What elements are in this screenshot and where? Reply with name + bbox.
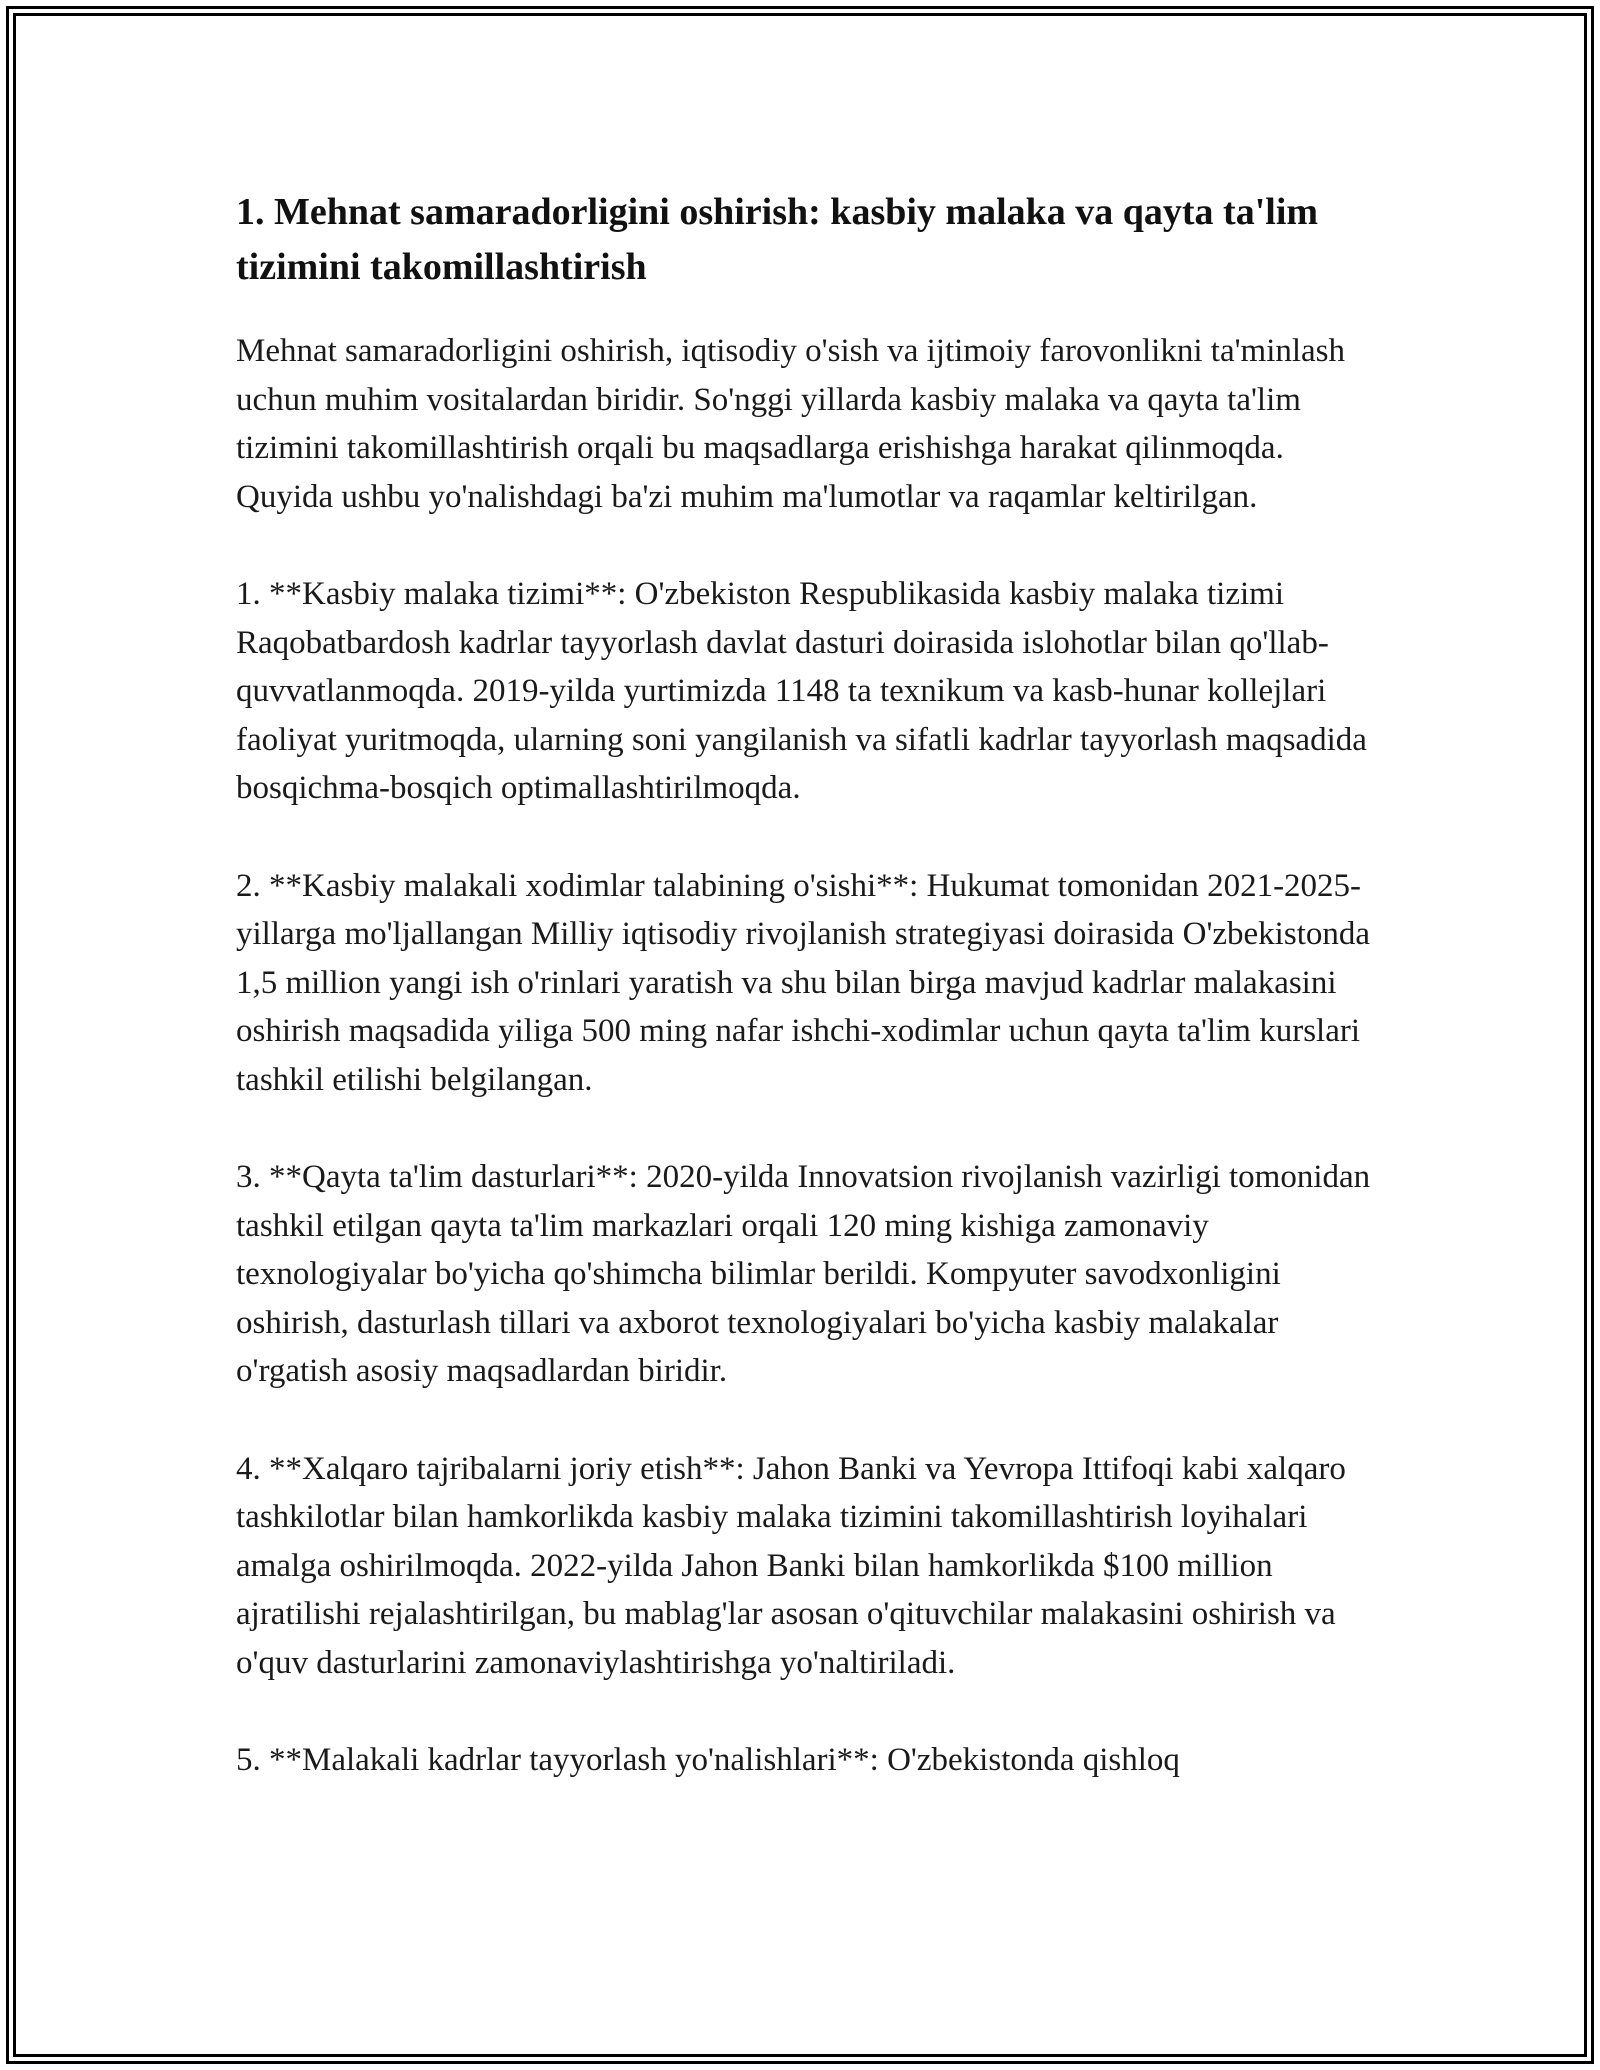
item-paragraph-5: 5. **Malakali kadrlar tayyorlash yo'nalishlari**: O'zbekistonda qishloq (236, 1742, 1180, 1778)
item-paragraph-3: 3. **Qayta ta'lim dasturlari**: 2020-yilda Innovatsion rivojlanish vazirligi tomonidan tashkil etilgan qayta ta'lim markazlari orqali 120 ming kishiga zamonaviy texnologiyalar bo'yicha qo'shimcha bilimlar berildi. Kompyuter savodxonligini oshirish, dasturlash tillari va axborot texnologiyalari bo'yicha kasbiy malakalar o'rgatish asosiy maqsadlardan biridir. (236, 1159, 1371, 1389)
intro-paragraph: Mehnat samaradorligini oshirish, iqtisodiy o'sish va ijtimoiy farovonlikni ta'minlash uchun muhim vositalardan biridir. So'nggi yillarda kasbiy malaka va qayta ta'lim tizimini takomillashtirish orqali bu maqsadlarga erishishga harakat qilinmoqda. Quyida ushbu yo'nalishdagi ba'zi muhim ma'lumotlar va raqamlar keltirilgan. (236, 333, 1346, 515)
item-paragraph-2: 2. **Kasbiy malakali xodimlar talabining o'sishi**: Hukumat tomonidan 2021-2025-yillarga mo'ljallangan Milliy iqtisodiy rivojlanish strategiyasi doirasida O'zbekistonda 1,5 million yangi ish o'rinlari yaratish va shu bilan birga mavjud kadrlar malakasini oshirish maqsadida yiliga 500 ming nafar ishchi-xodimlar uchun qayta ta'lim kurslari tashkil etilishi belgilangan. (236, 867, 1371, 1098)
document-body (236, 185, 1376, 1834)
section-heading: 1. Mehnat samaradorligini oshirish: kasbiy malaka va qayta ta'lim tizimini takomillashtirish (236, 191, 1319, 288)
item-paragraph-4: 4. **Xalqaro tajribalarni joriy etish**: Jahon Banki va Yevropa Ittifoqi kabi xalqaro tashkilotlar bilan hamkorlikda kasbiy malaka tizimini takomillashtirish loyihalari amalga oshirilmoqda. 2022-yilda Jahon Banki bilan hamkorlikda $100 million ajratilishi rejalashtirilgan, bu mablag'lar asosan o'qituvchilar malakasini oshirish va o'quv dasturlarini zamonaviylashtirishga yo'naltiriladi. (236, 1450, 1346, 1681)
item-paragraph-1: 1. **Kasbiy malaka tizimi**: O'zbekiston Respublikasida kasbiy malaka tizimi Raqobatbardosh kadrlar tayyorlash davlat dasturi doirasida islohotlar bilan qo'llab-quvvatlanmoqda. 2019-yilda yurtimizda 1148 ta texnikum va kasb-hunar kollejlari faoliyat yuritmoqda, ularning soni yangilanish va sifatli kadrlar tayyorlash maqsadida bosqichma-bosqich optimallashtirilmoqda. (236, 576, 1367, 806)
